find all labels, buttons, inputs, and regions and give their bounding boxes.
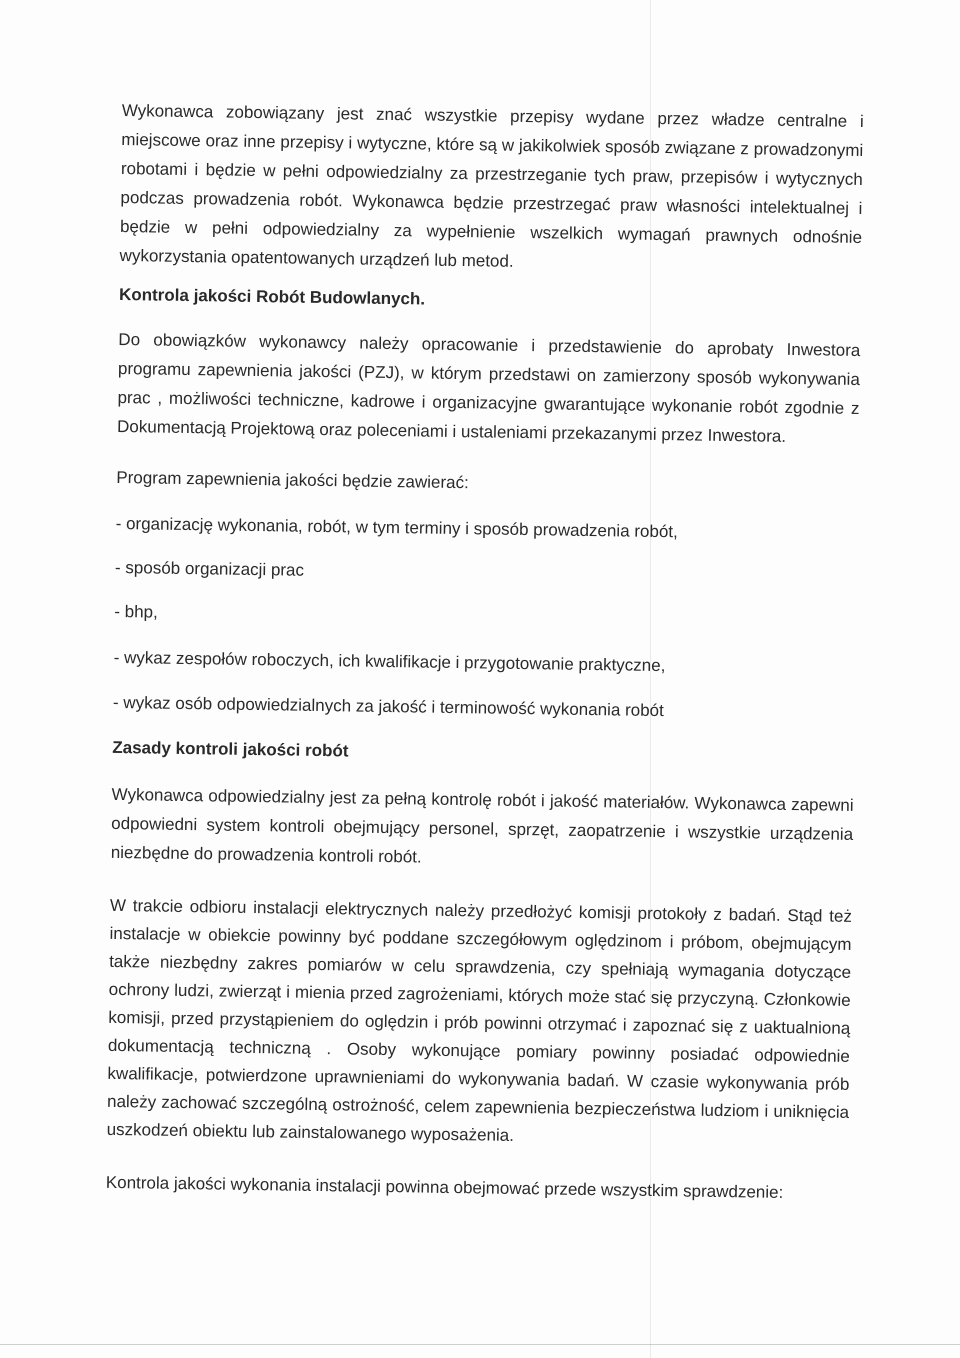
paragraph-contractor-duties: Do obowiązków wykonawcy należy opracowanie i przedstawienie do aprobaty Inwestora programu zapewnienia jakości (PZJ), w którym przedstawi on zamierzony sposób wykonywania prac , możliwości techniczne, kadrowe i organizacyjne gwarantujące wykonanie robót zgodnie z Dokumentacją Projektową oraz poleceniami i ustaleniami przekazanymi przez Inwestora. — [116, 329, 861, 446]
paragraph-inspection-scope: Kontrola jakości wykonania instalacji powinna obejmować przede wszystkim sprawdzenie: — [105, 1172, 784, 1202]
paragraph-electrical-acceptance: W trakcie odbioru instalacji elektrycznych należy przedłożyć komisji protokoły z badań. Stąd też instalacje w obiekcie powinny być poddane szczegółowym oględzinom i próbom, obejmującym także niezbędny zakres pomiarów w celu sprawdzenia, czy spełniają wymagania dotyczące ochrony ludzi, zwierząt i mienia przed zagrożeniami, których może stać się przyczyną. Członkowie komisji, przed przystąpieniem do oględzin i prób powinni otrzymać i zapoznać się z uaktualnioną dokumentacją techniczną . Osoby wykonujące pomiary powinny posiadać odpowiednie kwalifikacje, potwierdzone uprawnieniami do wykonywania badań. W czasie wykonywania prób należy zachować szczególną ostrożność, celem zapewnienia bezpieczeństwa ludziom i uniknięcia uszkodzeń obiektu lub zainstalowanego wyposażenia. — [106, 895, 853, 1145]
scan-bottom-edge — [0, 1344, 960, 1345]
section-heading-quality-control: Kontrola jakości Robót Budowlanych. — [118, 284, 426, 309]
list-item: - bhp, — [114, 601, 158, 622]
paragraph-contractor-responsibility: Wykonawca odpowiedzialny jest za pełną kontrolę robót i jakość materiałów. Wykonawca zapewni odpowiedni system kontroli obejmujący personel, sprzęt, zaopatrzenie i wszystkie urządzenia niezbędne do prowadzenia kontroli robót. — [110, 784, 854, 867]
section-heading-quality-rules: Zasady kontroli jakości robót — [112, 737, 349, 761]
list-item: - sposób organizacji prac — [114, 557, 305, 580]
list-item: - organizację wykonania, robót, w tym terminy i sposób prowadzenia robót, — [115, 513, 678, 542]
list-item: - wykaz zespołów roboczych, ich kwalifikacje i przygotowanie praktyczne, — [113, 647, 666, 676]
document-body — [106, 96, 864, 1206]
paragraph-regulations: Wykonawca zobowiązany jest znać wszystkie przepisy wydane przez władze centralne i miejscowe oraz inne przepisy i wytyczne, które są w jakikolwiek sposób związane z prowadzonymi robotami i będzie w pełni odpowiedzialny za przestrzeganie tych praw, przepisów i wytycznych podczas prowadzenia robót. Wykonawca będzie przestrzegać praw własności intelektualnej i będzie w pełni odpowiedzialny za wypełnienie wszelkich wymagań prawnych odnośnie wykorzystania opatentowanych urządzeń lub metod. — [119, 100, 864, 271]
list-item: - wykaz osób odpowiedzialnych za jakość i terminowość wykonania robót — [112, 692, 664, 721]
paragraph-program-intro: Program zapewnienia jakości będzie zawierać: — [116, 467, 469, 493]
